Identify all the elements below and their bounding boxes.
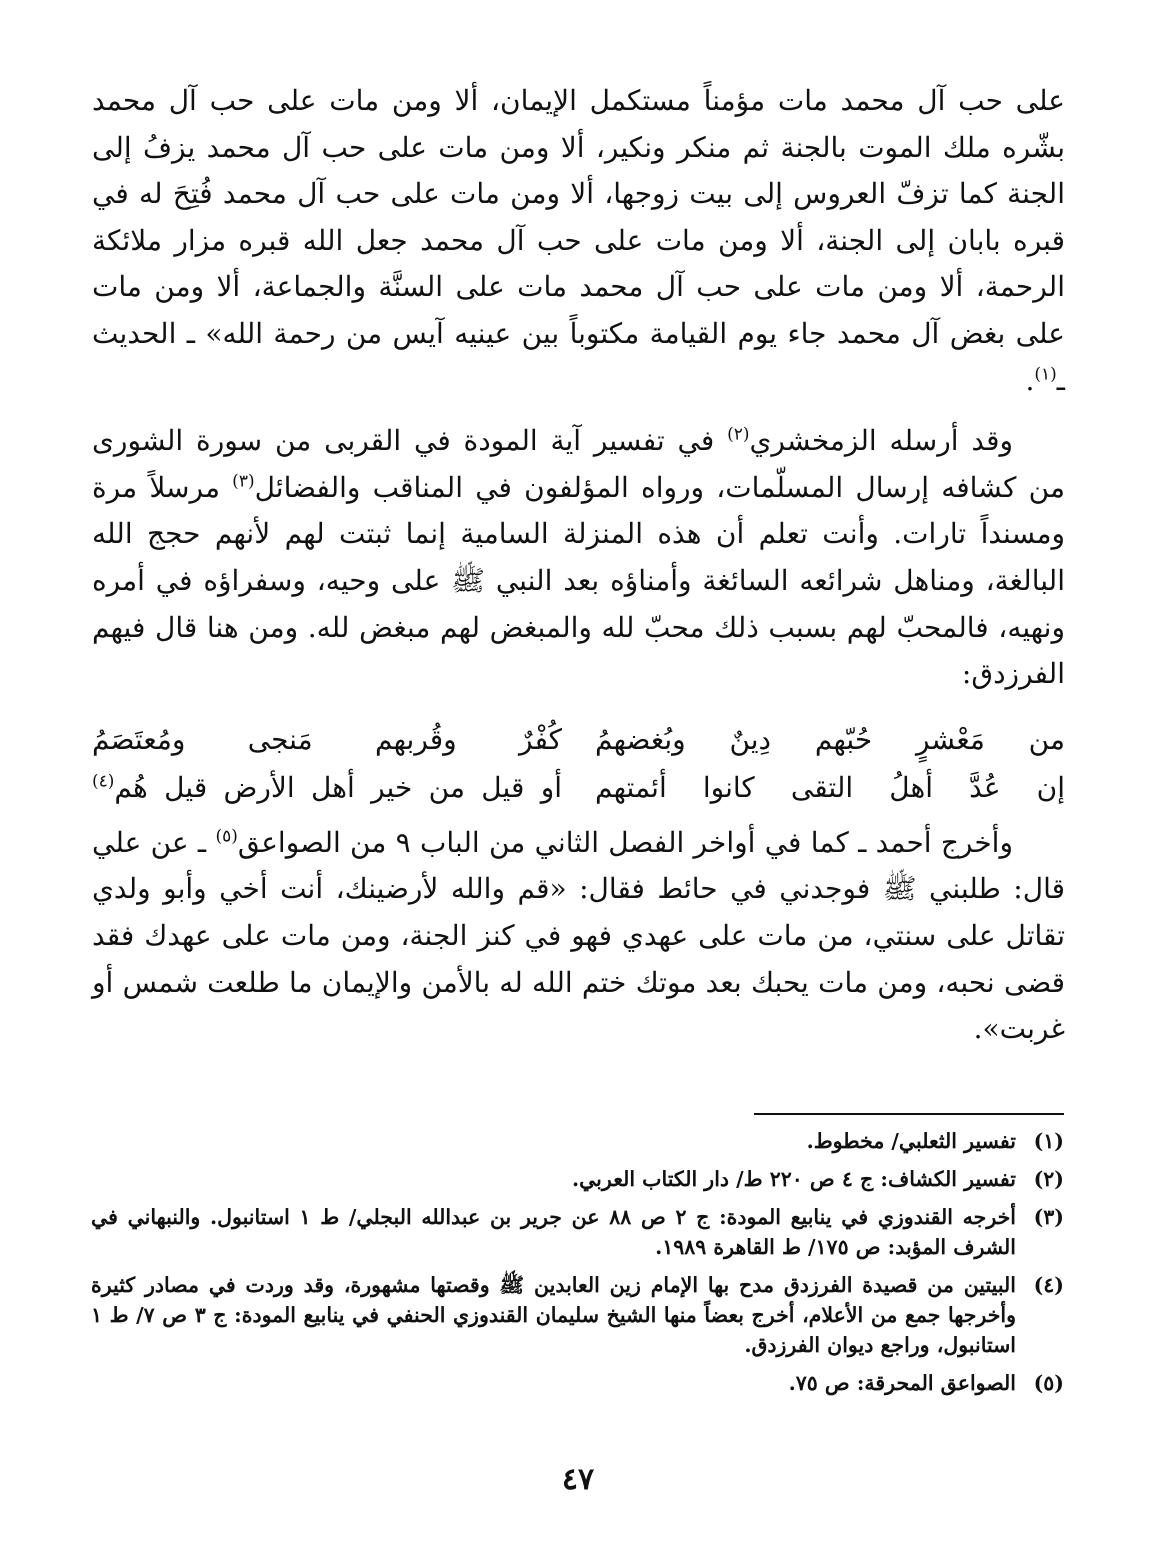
footnote-number: (٤) — [1033, 1273, 1064, 1297]
paragraph-2-part-c: مرسلاً مرة ومسنداً تارات. وأنت تعلم أن هذه المنزلة السامية إنما ثبتت لهم لأنهم حجج الله البالغة، ومناهل شرائعه السائغة وأمناؤه بعد النبي ﷺ على وحيه، وسفراؤه في أمره ونهيه، فالمحبّ لهم بسبب ذلك محبّ لله والمبغض لهم مبغض لله. ومن هنا قال فيهم الفرزدق: — [92, 470, 1065, 691]
verse-1-first-hemistich: من مَعْشرٍ حُبّهم دِينٌ وبُغضهمُ — [595, 722, 1065, 756]
verse-line-2 — [92, 764, 1065, 812]
footnote-number: (١) — [1033, 1129, 1064, 1153]
paragraph-2-part-a: وقد أرسله الزمخشري — [749, 424, 1013, 458]
footnote-ref-1[interactable]: (١) — [1034, 364, 1057, 385]
paragraph-3-part-b: ـ عن علي قال: طلبني ﷺ فوجدني في حائط فقال: «قم والله لأرضينك، أنت أخي وأبو ولدي تقاتل على سنتي، من مات على عهدي فهو في كنز الجنة، ومن مات على عهدك فقد قضى نحبه، ومن مات يحبك بعد موتك ختم الله له بالأمن والإيمان ما طلعت شمس أو غربت». — [92, 825, 1065, 1046]
footnote-text: الصواعق المحرقة: ص ٧٥. — [788, 1371, 1016, 1395]
verse-line-1 — [92, 716, 1065, 764]
footnote-ref-5[interactable]: (٥) — [215, 826, 238, 847]
poem-verses — [92, 716, 1065, 812]
paragraph-1-end: . — [1025, 363, 1035, 397]
paragraph-1 — [92, 78, 1065, 404]
footnote-text: البيتين من قصيدة الفرزدق مدح بها الإمام زين العابدين ﷺ وقصتها مشهورة، وقد وردت في مصادر كثيرة وأخرجها جمع من الأعلام، أخرج بعضاً منها الشيخ سليمان القندوزي الحنفي في ينابيع المودة: ج ٣ ص ٧/ ط ١ استانبول، وراجع ديوان الفرزدق. — [91, 1273, 1016, 1357]
paragraph-3-part-a: وأخرج أحمد ـ كما في أواخر الفصل الثاني من الباب ٩ من الصواعق — [237, 825, 1013, 859]
footnote-number: (٢) — [1033, 1167, 1064, 1191]
verse-1-second-hemistich: كُفْرٌ وقُربهم مَنجى ومُعتَصَمُ — [92, 722, 562, 756]
verse-2-second-hemistich — [92, 764, 562, 812]
page-body — [92, 78, 1065, 1053]
footnote-separator — [754, 1113, 1064, 1115]
footnote-text: تفسير الثعلبي/ مخطوط. — [806, 1129, 1016, 1153]
footnote-ref-4[interactable]: (٤) — [92, 771, 115, 792]
paragraph-2 — [92, 418, 1065, 698]
footnote-number: (٣) — [1033, 1205, 1064, 1229]
footnote-number: (٥) — [1033, 1371, 1064, 1395]
footnotes — [91, 1126, 1064, 1406]
footnote-3 — [91, 1202, 1064, 1262]
footnote-ref-3[interactable]: (٣) — [232, 471, 255, 492]
page-number: ٤٧ — [561, 1462, 595, 1497]
footnote-text: تفسير الكشاف: ج ٤ ص ٢٢٠ ط/ دار الكتاب العربي. — [571, 1167, 1016, 1191]
footnote-ref-2[interactable]: (٢) — [727, 424, 750, 445]
footnote-2 — [91, 1164, 1064, 1194]
footnote-4 — [91, 1270, 1064, 1360]
footnote-text: أخرجه القندوزي في ينابيع المودة: ج ٢ ص ٨٨ عن جرير بن عبدالله البجلي/ ط ١ استانبول. والنبهاني في الشرف المؤبد: ص ١٧٥/ ط القاهرة ١٩٨٩. — [91, 1205, 1017, 1259]
footnote-1 — [91, 1126, 1064, 1156]
footnote-5 — [91, 1368, 1064, 1398]
verse-2-second-text: أو قيل من خير أهل الأرض قيل هُم — [114, 770, 562, 804]
paragraph-1-text: على حب آل محمد مات مؤمناً مستكمل الإيمان، ألا ومن مات على حب آل محمد بشّره ملك الموت بالجنة ثم منكر ونكير، ألا ومن مات على حب آل محمد يزفُ إلى الجنة كما تزفّ العروس إلى بيت زوجها، ألا ومن مات على حب آل محمد فُتِحَ له في قبره بابان إلى الجنة، ألا ومن مات على حب آل محمد جعل الله قبره مزار ملائكة الرحمة، ألا ومن مات على حب آل محمد مات على السنَّة والجماعة، ألا ومن مات على بغض آل محمد جاء يوم القيامة مكتوباً بين عينيه آيس من رحمة الله» ـ الحديث ـ — [92, 84, 1066, 397]
paragraph-3 — [92, 820, 1065, 1053]
verse-2-first-hemistich: إن عُدَّ أهلُ التقى كانوا أئمتهم — [595, 770, 1065, 804]
paragraph-2-part-b: في تفسير آية المودة في القربى من سورة الشورى من كشافه إرسال المسلّمات، ورواه المؤلفون في المناقب والفضائل — [92, 424, 1065, 504]
